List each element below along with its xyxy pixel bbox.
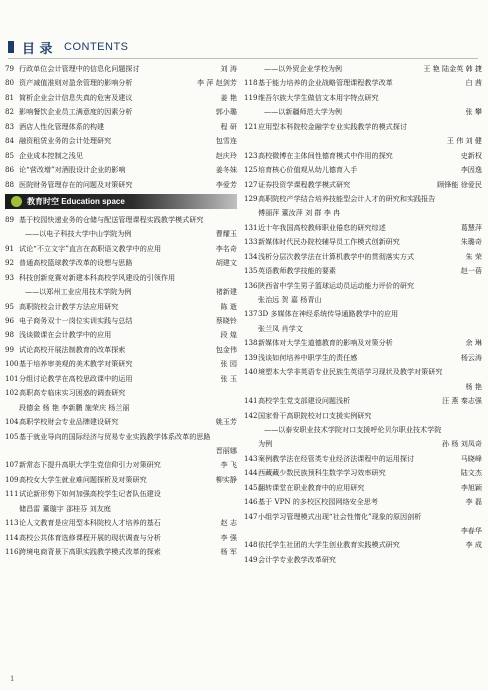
toc-entry[interactable] — [5, 105, 237, 119]
toc-author: 陆文杰 — [460, 468, 482, 478]
toc-author: 李爱芳 — [215, 179, 237, 189]
toc-entry[interactable] — [244, 423, 482, 437]
header-rule — [8, 58, 478, 59]
toc-author: 包金伟 — [215, 344, 237, 354]
toc-title: 高职院校会计教学方法应用研究 — [19, 301, 119, 311]
toc-title: 试论新形势下如何加强高校学生记者队伍建设 — [19, 489, 161, 499]
toc-entry[interactable] — [244, 553, 482, 567]
toc-page-number: 99 — [5, 344, 15, 354]
toc-title: 浅析分层次教学法在计算机教学中的贯彻落实方式 — [258, 251, 415, 261]
toc-title: 试论“不立文字”直言在高职语文教学中的应用 — [19, 243, 162, 253]
toc-title: 储昌雷 董璇宇 邵桂芬 刘友庭 — [19, 503, 111, 513]
toc-entry[interactable] — [244, 307, 482, 321]
toc-page-number: 83 — [5, 121, 15, 131]
toc-page-number: 148 — [244, 540, 258, 550]
toc-page-number: 147 — [244, 511, 258, 521]
toc-entry[interactable] — [244, 163, 482, 177]
header-mark — [8, 41, 14, 53]
toc-title: 张治远 贺 嘉 杨青山 — [258, 295, 322, 304]
toc-title: 证券投资学课程教学模式研究 — [258, 179, 351, 189]
toc-title: 境塑本大学非英语专业民族生英语学习现状及教学对策研究 — [258, 367, 443, 377]
toc-page-number: 79 — [5, 64, 15, 73]
toc-page-number: 134 — [244, 251, 258, 261]
toc-author: 姜 艳 — [220, 92, 237, 102]
toc-author: 张 攀 — [465, 107, 482, 117]
toc-page-number: 133 — [244, 237, 258, 247]
toc-title: 高职学校财会专业品牌建设研究 — [19, 417, 119, 427]
toc-title: 基于校园快递业务的仓储与配送管理课程实践教学模式研究 — [19, 214, 204, 224]
toc-title: 高职高专临床实习困惑的调查研究 — [19, 388, 126, 398]
toc-entry[interactable] — [244, 206, 482, 220]
toc-entry[interactable] — [5, 357, 237, 371]
toc-entry[interactable] — [244, 365, 482, 379]
toc-entry[interactable] — [5, 473, 237, 487]
toc-title: 电子商务双十一岗位实训实践与总结 — [19, 316, 133, 325]
toc-title: 新媒体时代民办院校辅导员工作模式创新研究 — [258, 237, 400, 247]
header-cn-title: 目 录 — [22, 42, 53, 57]
left-bottom-list — [5, 213, 237, 560]
toc-entry[interactable] — [244, 510, 482, 524]
toc-page-number: 127 — [244, 179, 258, 189]
toc-page-number: 85 — [5, 150, 15, 160]
toc-title: 国家骨干高职院校对口支援实例研究 — [258, 410, 372, 420]
toc-page-number: 129 — [244, 193, 258, 203]
toc-entry[interactable] — [244, 279, 482, 293]
toc-page-number: 137 — [244, 309, 258, 319]
toc-page-number: 146 — [244, 497, 258, 507]
left-column — [5, 62, 237, 559]
toc-author: 汪 燕 秦志强 — [442, 396, 482, 406]
toc-title: 3D 多媒体在神经系统传导通路教学中的应用 — [258, 309, 399, 319]
toc-author: 李 磊 — [465, 497, 482, 507]
toc-title: 小组学习管理模式出现“社会性惰化”现象的原因剖析 — [258, 511, 422, 521]
toc-title: 基于 VPN 的多校区校园网络安全思考 — [258, 497, 378, 507]
toc-entry[interactable] — [5, 343, 237, 357]
toc-author: 余 琳 — [465, 338, 482, 348]
toc-title: 企业成本控制之浅见 — [19, 150, 83, 160]
toc-page-number: 145 — [244, 482, 258, 492]
toc-entry[interactable] — [244, 178, 482, 192]
toc-page-number: 119 — [244, 92, 258, 102]
toc-title: 试论高校开展法制教育的改革探索 — [19, 344, 126, 354]
toc-title: 翻转课堂在职业教育中的应用研究 — [258, 482, 365, 492]
toc-page-number: 143 — [244, 453, 258, 463]
toc-page-number: 149 — [244, 554, 258, 564]
toc-page-number: 113 — [5, 518, 19, 528]
toc-entry[interactable] — [244, 380, 482, 394]
toc-entry[interactable] — [244, 235, 482, 249]
toc-entry[interactable] — [5, 242, 237, 256]
toc-title: 论“营改增”对酒股设计企业的影响 — [19, 165, 126, 175]
toc-page-number: 88 — [5, 179, 15, 189]
toc-title: 应用型本科院校金融学专业实践教学的模式探讨 — [258, 121, 407, 131]
toc-title: 案例教学法在经管类专业经济法课程中的运用探讨 — [258, 453, 415, 463]
toc-author: 赵一蓓 — [460, 266, 482, 276]
toc-title: 高职院校产学结合培养技能型会计人才的研究和实践报告 — [258, 193, 436, 203]
toc-entry[interactable] — [5, 149, 237, 163]
toc-title: 资产减值准则对盈余管理的影响分析 — [19, 78, 133, 88]
toc-page-number: 89 — [5, 214, 15, 224]
toc-page-number: 140 — [244, 367, 258, 377]
toc-title: 浅谈微课在会计教学中的应用 — [19, 330, 112, 340]
toc-page-number: 139 — [244, 352, 258, 362]
toc-entry[interactable] — [5, 285, 237, 299]
toc-entry[interactable] — [244, 466, 482, 480]
toc-page-number: 125 — [244, 165, 258, 175]
toc-entry[interactable] — [5, 62, 237, 76]
toc-title: 影响餐饮企业员工满意度的因素分析 — [19, 107, 133, 117]
toc-entry[interactable] — [5, 314, 237, 328]
contents-header — [8, 38, 478, 58]
toc-title: 科技创新竞赛对新建本科高校学风建设的引领作用 — [19, 272, 176, 282]
toc-page-number: 104 — [5, 417, 19, 427]
toc-entry[interactable] — [244, 264, 482, 278]
toc-author: 杨 艳 — [465, 381, 482, 391]
toc-title: ——以外贸企业学校为例 — [264, 64, 343, 73]
toc-title: 行政单位会计管理中的信息化问题探讨 — [19, 64, 140, 73]
toc-author: 马晓峰 — [460, 453, 482, 463]
toc-page-number: 111 — [5, 489, 19, 499]
toc-entry[interactable] — [5, 386, 237, 400]
toc-author: 蔡晓铃 — [215, 316, 237, 325]
toc-entry[interactable] — [244, 192, 482, 206]
toc-page-number: 86 — [5, 165, 15, 175]
toc-entry[interactable] — [244, 293, 482, 307]
toc-entry[interactable] — [5, 300, 237, 314]
toc-title: 张兰凤 肖学文 — [258, 323, 303, 333]
toc-entry[interactable] — [5, 516, 237, 530]
toc-author: 杨 军 — [220, 547, 237, 556]
toc-entry[interactable] — [244, 149, 482, 163]
toc-author: 李因逸 — [460, 165, 482, 175]
toc-title: 分组讨论教学在高校思政课中的运用 — [19, 373, 133, 383]
toc-page-number: 121 — [244, 121, 258, 131]
toc-entry[interactable] — [5, 163, 237, 177]
toc-author: 李 萍 赵剑芳 — [197, 78, 237, 88]
toc-page-number: 100 — [5, 359, 19, 369]
toc-entry[interactable] — [244, 394, 482, 408]
header-en-title: CONTENTS — [64, 41, 129, 53]
toc-entry[interactable] — [244, 495, 482, 509]
toc-page-number: 105 — [5, 431, 19, 441]
toc-entry[interactable] — [5, 256, 237, 270]
toc-entry[interactable] — [244, 336, 482, 350]
toc-title: 新媒体对大学生道德教育的影响及对策分析 — [258, 338, 393, 348]
toc-author: 赵庆玲 — [215, 150, 237, 160]
toc-entry[interactable] — [5, 91, 237, 105]
toc-entry[interactable] — [5, 487, 237, 501]
page-number: 1 — [10, 675, 15, 683]
toc-author: 胡建文 — [215, 258, 237, 268]
toc-entry[interactable] — [5, 372, 237, 386]
toc-entry[interactable] — [244, 91, 482, 105]
toc-title: 融资租赁业务的会计处理研究 — [19, 136, 112, 146]
toc-page-number: 81 — [5, 92, 15, 102]
toc-title: 西藏藏少数民族预科生数学学习效率研究 — [258, 468, 386, 478]
toc-page-number: 102 — [5, 388, 19, 398]
toc-page-number: 144 — [244, 468, 258, 478]
toc-entry[interactable] — [5, 76, 237, 90]
toc-author: 姜冬妹 — [215, 165, 237, 175]
toc-entry[interactable] — [5, 178, 237, 192]
toc-page-number: 98 — [5, 330, 15, 340]
toc-author: 李 成 — [465, 540, 482, 550]
toc-author: 史新权 — [460, 150, 482, 160]
toc-author: 张 玉 — [220, 373, 237, 383]
toc-page-number: 135 — [244, 266, 258, 276]
toc-title: 普通高校篮球教学改革的设想与思路 — [19, 258, 133, 268]
left-top-list — [5, 62, 237, 192]
toc-entry[interactable] — [244, 250, 482, 264]
toc-title: 论人文教育是应用型本科院校人才培养的基石 — [19, 518, 161, 528]
toc-author: 葛慧萍 — [460, 222, 482, 232]
toc-entry[interactable] — [5, 545, 237, 559]
toc-title: 段德金 杨 艳 李新鹏 施荣庆 杨兰丽 — [19, 402, 130, 412]
toc-title: 近十年我国高校教师职业倦怠的研究综述 — [258, 222, 386, 232]
right-list — [244, 62, 482, 567]
toc-author: 白 茜 — [465, 78, 482, 88]
toc-author: 李名奇 — [215, 243, 237, 253]
toc-author: 晋丽娜 — [215, 445, 237, 455]
toc-author: 姚玉芳 — [215, 417, 237, 427]
toc-title: 高校微博在主体间性德育模式中作用的探究 — [258, 150, 393, 160]
toc-title: 英语教师教学技能的要素 — [258, 266, 337, 276]
toc-page-number: 92 — [5, 258, 15, 268]
toc-author: 李 飞 — [220, 460, 237, 470]
toc-entry[interactable] — [244, 322, 482, 336]
toc-entry[interactable] — [244, 120, 482, 134]
toc-author: 孙 杨 刘凤奇 — [442, 439, 482, 449]
toc-title: 基于就业导向的国际经济与贸易专业实践教学体系改革的思路 — [19, 431, 211, 441]
toc-entry[interactable] — [5, 430, 237, 444]
toc-entry[interactable] — [244, 437, 482, 451]
toc-author: 王 伟 刘 健 — [446, 136, 482, 146]
toc-page-number: 114 — [5, 532, 19, 542]
toc-entry[interactable] — [5, 328, 237, 342]
toc-author: 包雪连 — [215, 136, 237, 146]
toc-title: 简析企业会计信息失真的危害及建议 — [19, 92, 133, 102]
toc-entry[interactable] — [5, 458, 237, 472]
toc-title: 医院财务管理存在的问题及对策研究 — [19, 179, 133, 189]
toc-entry[interactable] — [244, 351, 482, 365]
toc-page-number: 116 — [5, 547, 19, 556]
toc-title: 陕西省中学生男子篮球运动员运动能力评价的研究 — [258, 280, 415, 290]
toc-page-number: 118 — [244, 78, 258, 88]
toc-title: 跨境电商背景下高职实践教学模式改革的探索 — [19, 547, 161, 556]
toc-title: 为例 — [258, 439, 273, 449]
toc-page-number: 82 — [5, 107, 15, 117]
toc-entry[interactable] — [5, 531, 237, 545]
section-badge-icon — [11, 196, 22, 207]
toc-page-number: 131 — [244, 222, 258, 232]
toc-page-number: 95 — [5, 301, 15, 311]
toc-entry[interactable] — [244, 62, 482, 76]
toc-entry[interactable] — [244, 105, 482, 119]
toc-author: 杨云涛 — [460, 352, 482, 362]
toc-title: 维吾尔族大学生做信文本用字特点研究 — [258, 92, 379, 102]
toc-entry[interactable] — [5, 227, 237, 241]
toc-entry[interactable] — [5, 271, 237, 285]
toc-author: 褚新建 — [215, 287, 237, 297]
toc-title: ——以郑州工业应用技术学院为例 — [25, 287, 132, 297]
toc-title: 新常态下提升高职大学生党信仰引力对策研究 — [19, 460, 161, 470]
toc-page-number: 136 — [244, 280, 258, 290]
toc-entry[interactable] — [244, 538, 482, 552]
toc-author: 李旭颖 — [460, 482, 482, 492]
toc-author: 郭小璐 — [215, 107, 237, 117]
toc-page-number: 84 — [5, 136, 15, 146]
toc-author: 朱璐奇 — [460, 237, 482, 247]
toc-page-number: 142 — [244, 410, 258, 420]
toc-title: 培育核心价值观从幼儿德育入手 — [258, 165, 358, 175]
toc-title: ——以电子科技大学中山学院为例 — [25, 229, 132, 239]
toc-author: 陈 逝 — [220, 301, 237, 311]
toc-author: 朱 荣 — [465, 251, 482, 261]
toc-page-number: 91 — [5, 243, 15, 253]
toc-entry[interactable] — [244, 452, 482, 466]
toc-entry[interactable] — [5, 134, 237, 148]
toc-page-number: 80 — [5, 78, 15, 88]
toc-title: 会计学专业教学改革研究 — [258, 554, 337, 564]
toc-entry[interactable] — [244, 524, 482, 538]
toc-entry[interactable] — [5, 120, 237, 134]
section-title: 教育时空 Education space — [27, 196, 125, 206]
toc-entry[interactable] — [244, 221, 482, 235]
toc-page-number: 107 — [5, 460, 19, 470]
toc-title: 高校公共体育选修课程开展的现状调查与分析 — [19, 532, 161, 542]
toc-entry[interactable] — [244, 409, 482, 423]
toc-entry[interactable] — [5, 444, 237, 458]
toc-page-number: 93 — [5, 272, 15, 282]
toc-page-number: 101 — [5, 373, 19, 383]
toc-title: ——以泰安职业技术学院对口支援呼伦贝尔职业技术学院 — [264, 424, 442, 434]
toc-title: ——以新疆师范大学为例 — [264, 107, 343, 117]
toc-author: 张 园 — [220, 359, 237, 369]
toc-page-number: 109 — [5, 474, 19, 484]
toc-entry[interactable] — [244, 134, 482, 148]
toc-title: 浅谈如何培养中职学生的责任感 — [258, 352, 358, 362]
toc-entry[interactable] — [5, 213, 237, 227]
toc-author: 段 煌 — [220, 330, 237, 340]
toc-title: 高校学生党支部建设问题浅析 — [258, 396, 351, 406]
toc-title: 基于培养审美观的美术教学对策研究 — [19, 359, 133, 369]
toc-title: 酒店人性化管理体系的构建 — [19, 121, 105, 131]
toc-page-number: 96 — [5, 316, 15, 325]
toc-title: 依托学生社团的大学生创业教育实践模式研究 — [258, 540, 400, 550]
toc-page-number: 123 — [244, 150, 258, 160]
toc-author: 曹耀玉 — [215, 229, 237, 239]
toc-author: 柳实静 — [215, 474, 237, 484]
toc-title: 高校女大学生就业难问题探析及对策研究 — [19, 474, 147, 484]
toc-entry[interactable] — [244, 481, 482, 495]
toc-author: 王 艳 陆金英 韩 捷 — [423, 64, 482, 73]
toc-author: 李春华 — [460, 526, 482, 535]
toc-author: 顾锋能 徐爱民 — [437, 179, 482, 189]
section-header-education-space — [5, 194, 237, 209]
toc-entry[interactable] — [5, 401, 237, 415]
toc-author: 刘 涛 — [220, 64, 237, 73]
toc-author: 赵 志 — [220, 518, 237, 528]
toc-entry[interactable] — [244, 76, 482, 90]
right-column — [244, 62, 482, 567]
toc-page-number: 138 — [244, 338, 258, 348]
toc-author: 李 强 — [220, 532, 237, 542]
toc-title: 基于能力培养的企业战略管理课程教学改革 — [258, 78, 393, 88]
toc-page-number: 141 — [244, 396, 258, 406]
toc-entry[interactable] — [5, 415, 237, 429]
toc-author: 程 研 — [220, 121, 237, 131]
toc-title: 傅丽萍 董汝萍 刘 群 李 冉 — [258, 208, 341, 218]
toc-entry[interactable] — [5, 502, 237, 516]
